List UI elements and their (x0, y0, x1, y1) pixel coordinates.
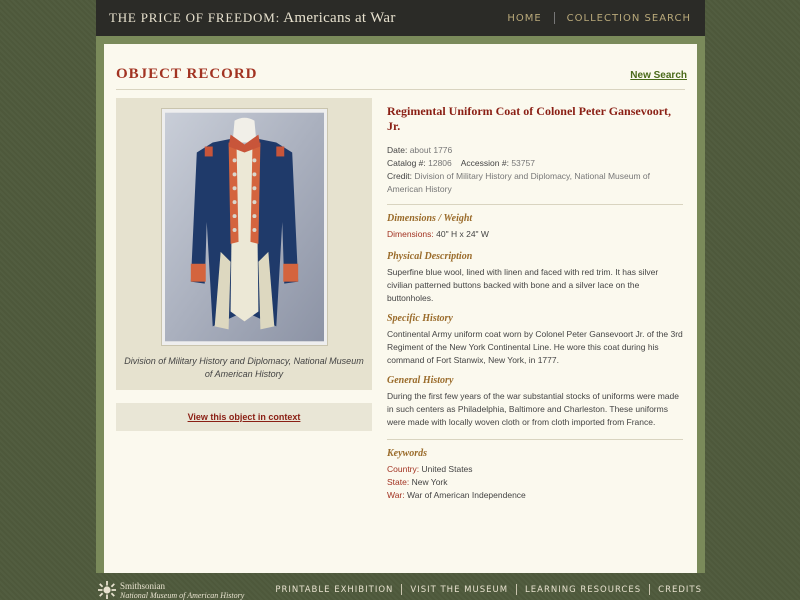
footer-divider (649, 584, 650, 595)
keyword-war (387, 489, 683, 502)
physical-description-heading: Physical Description (387, 251, 473, 262)
footer-printable-exhibition-link[interactable]: PRINTABLE EXHIBITION (275, 584, 394, 595)
specific-history-heading: Specific History (387, 313, 453, 324)
uniform-coat-icon (165, 112, 324, 342)
top-nav (507, 12, 691, 24)
dimensions-value: 40" H x 24" W (436, 229, 489, 239)
divider (387, 204, 683, 205)
nav-collection-search-link[interactable]: COLLECTION SEARCH (566, 12, 691, 24)
site-footer (0, 573, 800, 600)
credit-label: Credit: (387, 171, 413, 181)
divider (387, 439, 683, 440)
credit-row (387, 170, 683, 196)
country-value: United States (421, 464, 473, 474)
catalog-row (387, 157, 683, 170)
context-box (116, 403, 372, 431)
smithsonian-line2: National Museum of American History (120, 591, 245, 600)
view-in-context-link[interactable]: View this object in context (187, 412, 301, 422)
war-label: War: (387, 490, 405, 500)
dimensions-label: Dimensions: (387, 229, 434, 239)
footer-credits-link[interactable]: CREDITS (658, 584, 702, 595)
new-search-link[interactable]: New Search (630, 70, 687, 81)
dimensions-row (387, 228, 683, 241)
content-panel (104, 44, 697, 573)
general-history-text: During the first few years of the war substantial stocks of uniforms were made in such centers as Philadelphia, Baltimore and Charleston. These uniforms were made with locally woven cloth or from cloth imported from France. (387, 391, 679, 427)
site-title-sub: Americans at War (283, 10, 396, 26)
footer-divider (516, 584, 517, 595)
smithsonian-line1: Smithsonian (120, 581, 166, 591)
date-value: about 1776 (409, 145, 453, 155)
specific-history-text: Continental Army uniform coat worn by Colonel Peter Gansevoort Jr. of the 3rd Regiment of the New York Continental Line. He wore this coat during his command of Fort Stanwix, New York, in 1777. (387, 329, 683, 365)
country-label: Country: (387, 464, 420, 474)
site-title-main: THE PRICE OF FREEDOM: (109, 10, 281, 25)
catalog-label: Catalog #: (387, 158, 426, 168)
smithsonian-text (120, 581, 244, 600)
object-title: Regimental Uniform Coat of Colonel Peter Gansevoort, Jr. (387, 104, 672, 133)
nav-divider (554, 12, 555, 24)
uniform-coat-photo[interactable] (161, 108, 328, 346)
page-title: OBJECT RECORD (116, 66, 258, 82)
object-details (387, 104, 683, 502)
dimensions-heading: Dimensions / Weight (387, 213, 473, 224)
object-meta (387, 144, 683, 196)
smithsonian-logo[interactable] (98, 581, 244, 600)
divider (116, 89, 685, 90)
credit-value: Division of Military History and Diplomacy, National Museum of American History (387, 171, 650, 194)
war-value: War of American Independence (407, 490, 526, 500)
catalog-value: 12806 (428, 158, 452, 168)
image-panel (116, 98, 372, 390)
site-title[interactable] (109, 10, 396, 27)
keyword-country (387, 463, 683, 476)
sunburst-icon (98, 581, 116, 599)
keyword-state (387, 476, 683, 489)
footer-visit-museum-link[interactable]: VISIT THE MUSEUM (410, 584, 509, 595)
nav-home-link[interactable]: HOME (507, 12, 542, 24)
general-history-heading: General History (387, 375, 454, 386)
content-frame (96, 36, 705, 573)
state-label: State: (387, 477, 410, 487)
site-header (96, 0, 705, 36)
footer-divider (401, 584, 402, 595)
accession-value: 53757 (511, 158, 535, 168)
keywords-heading: Keywords (387, 448, 427, 459)
footer-nav (275, 584, 702, 595)
date-row (387, 144, 683, 157)
accession-label: Accession #: (460, 158, 509, 168)
date-label: Date: (387, 145, 408, 155)
image-caption: Division of Military History and Diplomacy, National Museum of American History (124, 356, 364, 379)
physical-description-text: Superfine blue wool, lined with linen and faced with red trim. It has silver civilian patterned buttons backed with bone and a silver lace on the buttonholes. (387, 267, 659, 303)
footer-learning-resources-link[interactable]: LEARNING RESOURCES (525, 584, 642, 595)
state-value: New York (411, 477, 448, 487)
